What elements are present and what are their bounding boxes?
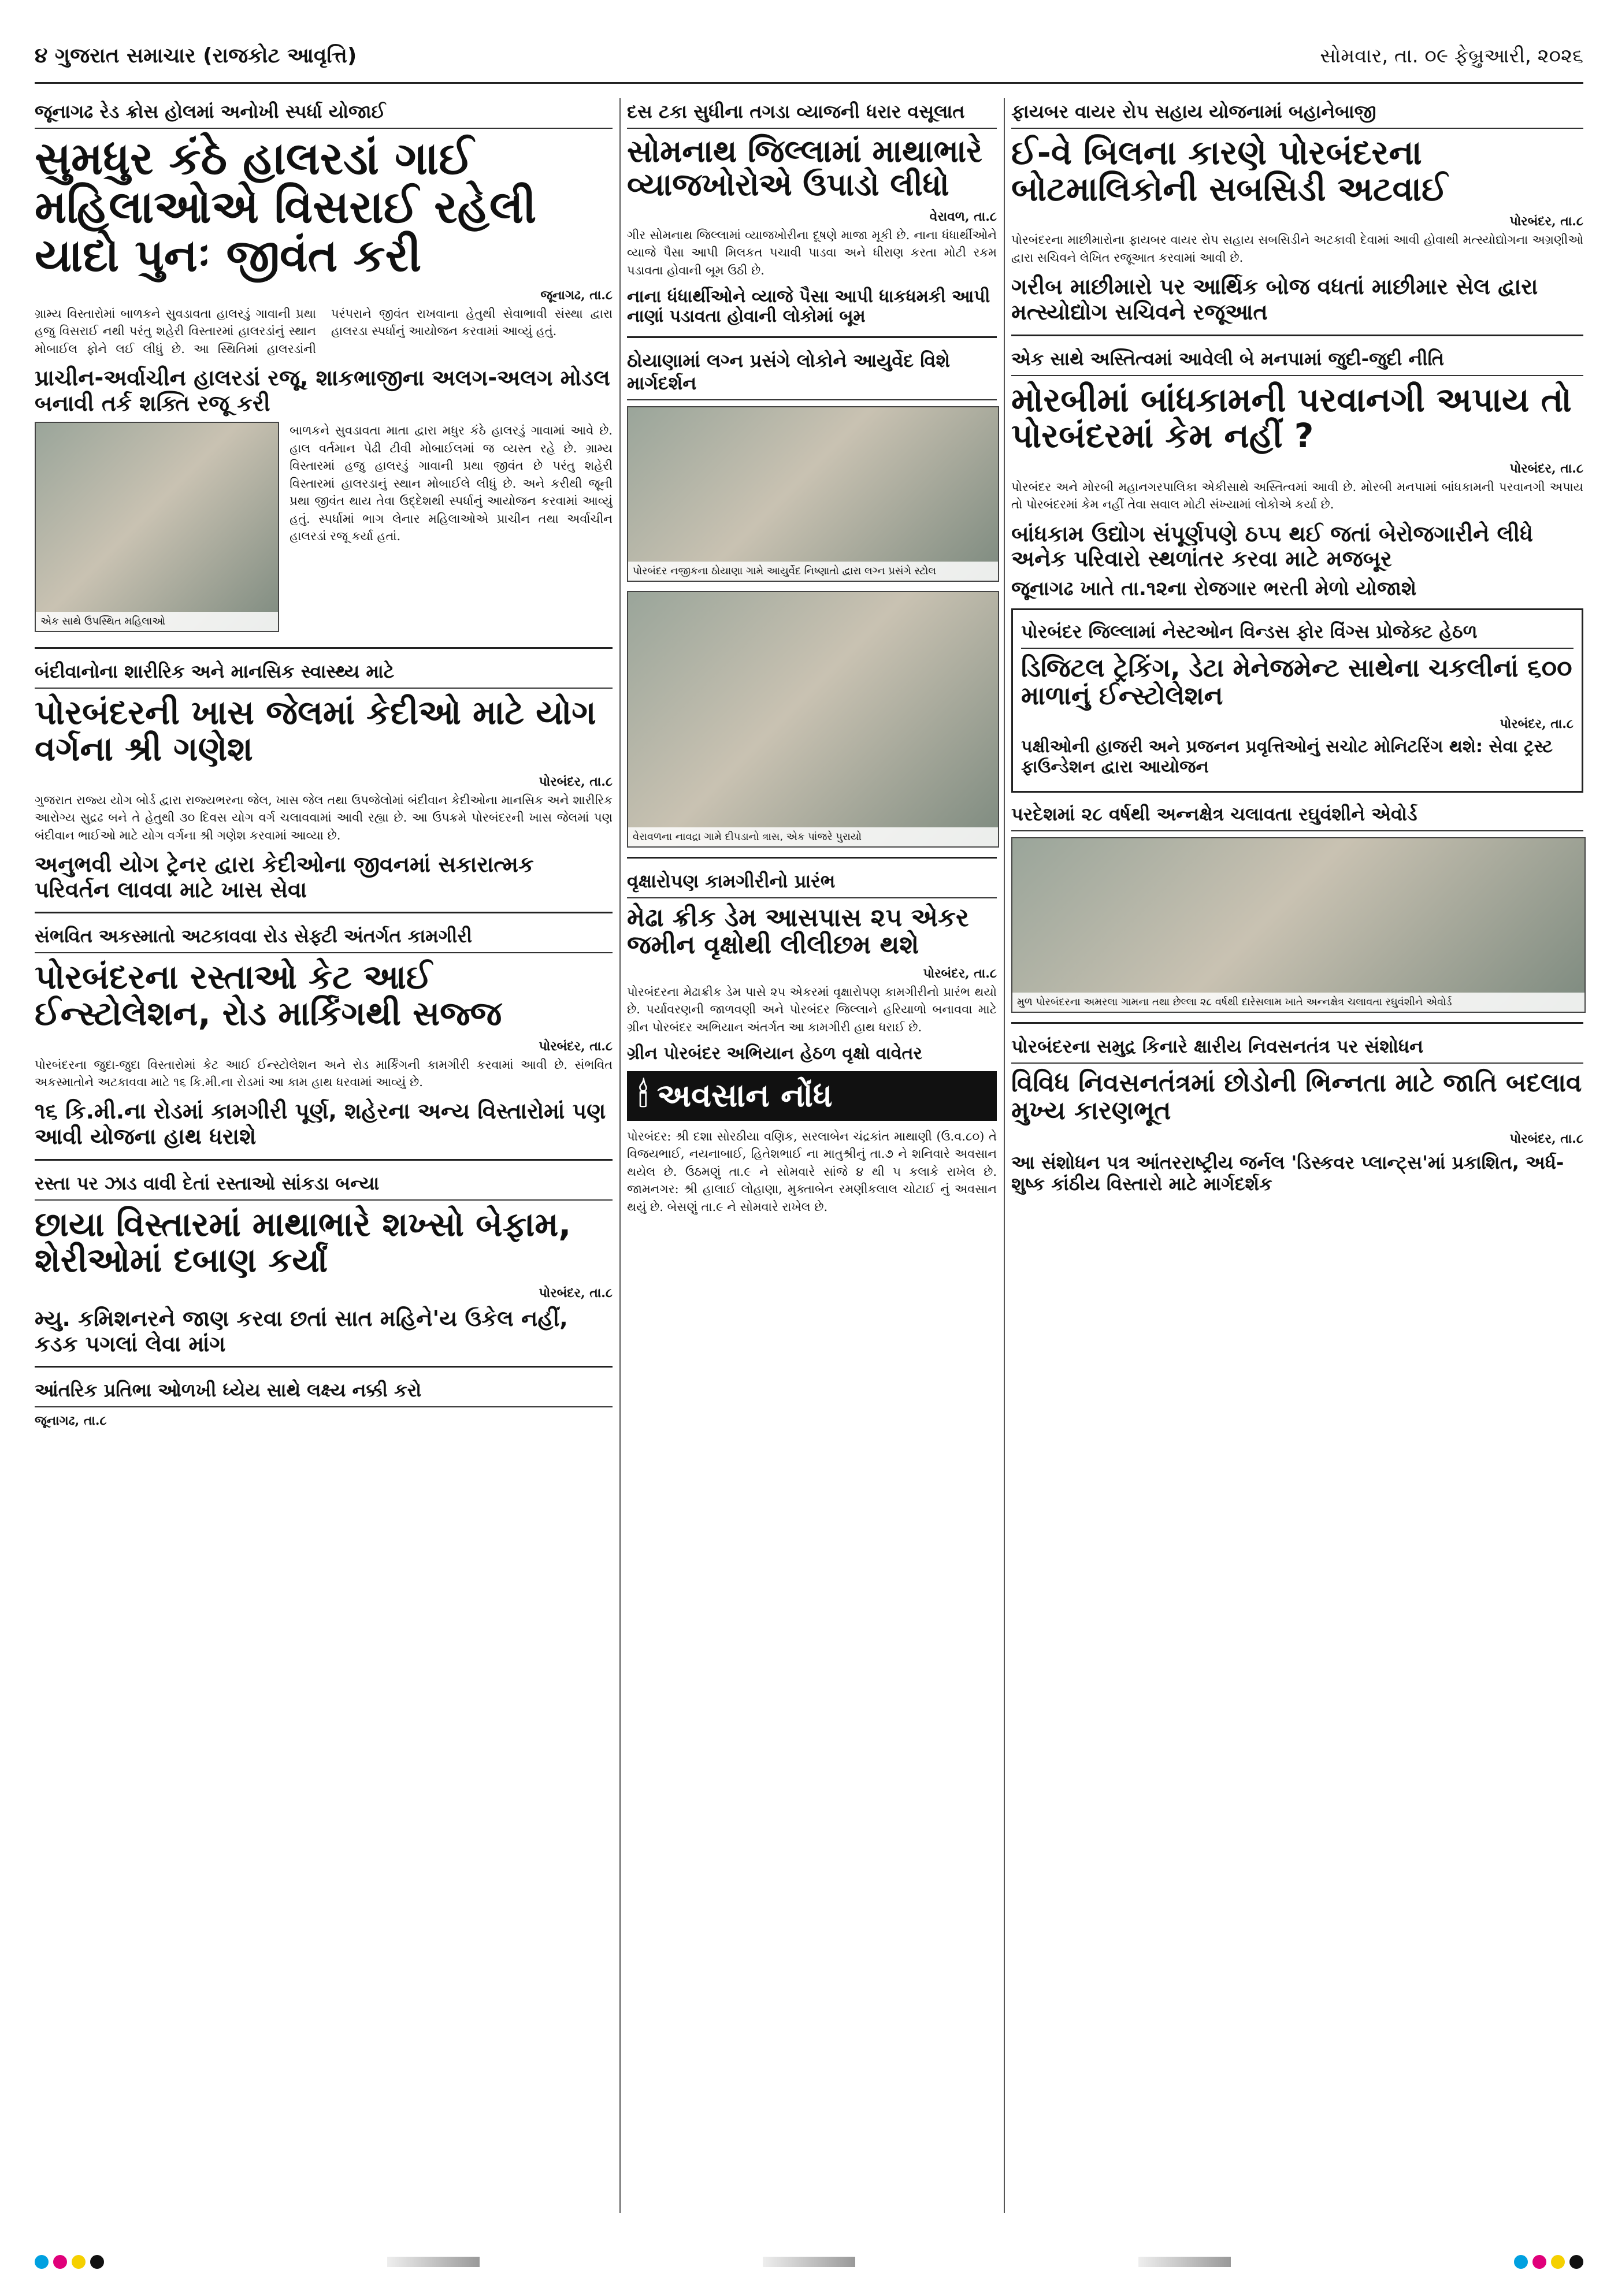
dateline: વેરાવળ, તા.૮ <box>929 209 997 224</box>
kicker: પરદેશમાં ૨૮ વર્ષથી અન્નક્ષેત્ર ચલાવતા રઘુવંશીને એવોર્ડ <box>1011 801 1583 831</box>
dateline: પોરબંદર, તા.૮ <box>923 965 997 981</box>
yellow-dot-icon <box>72 2255 86 2269</box>
headline: પોરબંદરના રસ્તાઓ કેટ આઈ ઈન્સ્ટોલેશન, રોડ માર્કિંગથી સજ્જ <box>35 957 502 1033</box>
subheadline: ૧૬ કિ.મી.ના રોડમાં કામગીરી પૂર્ણ, શહેરના અન્ય વિસ્તારોમાં પણ આવી યોજના હાથ ધરાશે <box>35 1098 606 1150</box>
divider <box>1011 1022 1583 1024</box>
kicker: ઠોયાણામાં લગ્ન પ્રસંગે લોકોને આયુર્વેદ વિશે માર્ગદર્શન <box>627 347 997 400</box>
headline: છાયા વિસ્તારમાં માથાભારે શખ્સો બેફામ, શેરીઓમાં દબાણ કર્યાં <box>35 1204 572 1280</box>
print-registration-strip <box>35 2253 1583 2271</box>
obituary-body: પોરબંદર: શ્રી દશા સોરઠીયા વણિક, સરલાબેન ચંદ્રકાંત માથાણી (ઉ.વ.૮૦) તે વિજયભાઈ, નયનાબાઈ, હિતેશભાઈ ના માતુશ્રીનું તા.૭ ને શનિવારે અવસાન થયેલ છે. ઉઠમણું તા.૯ ને સોમવારે સાંજે ૪ થી ૫ કલાકે રાખેલ છે. જામનગર: શ્રી હાલાઈ લોહાણા, મુક્તાબેન રમણીકલાલ ચોટાઈ નું અવસાન થયું છે. બેસણું તા.૯ ને સોમવારે રાખેલ છે. <box>627 1129 997 1214</box>
subheadline: આ સંશોધન પત્ર આંતરરાષ્ટ્રીય જર્નલ 'ડિસ્કવર પ્લાન્ટ્સ'માં પ્રકાશિત, અર્ધ-શુષ્ક કાંઠીય વિસ્તારો માટે માર્ગદર્શક <box>1011 1151 1564 1195</box>
headline: મેઢા ક્રીક ડેમ આસપાસ ૨૫ એકર જમીન વૃક્ષોથી લીલીછમ થશે <box>627 902 969 960</box>
headline: વિવિધ નિવસનતંત્રમાં છોડોની ભિન્નતા માટે જાતિ બદલાવ મુખ્ય કારણભૂત <box>1011 1068 1582 1125</box>
article-body: પોરબંદરના માછીમારોના ફાયબર વાયર રોપ સહાય સબસિડીને અટકાવી દેવામાં આવી હોવાથી મત્સ્યોદ્યોગના અગ્રણીઓ દ્વારા સચિવને લેખિત રજૂઆત કરવામાં આવી છે. <box>1011 233 1583 265</box>
photo <box>35 422 279 632</box>
magenta-dot-icon <box>53 2255 67 2269</box>
article-body: પોરબંદર અને મોરબી મહાનગરપાલિકા એકીસાથે અસ્તિત્વમાં આવી છે. મોરબી મનપામાં બાંધકામની પરવાનગી અપાય તો પોરબંદરમાં કેમ નહીં તેવા સવાલ મોટી સંખ્યામાં લોકોએ કર્યા છે. <box>1011 480 1583 512</box>
subheadline: જૂનાગઢ ખાતે તા.૧૨ના રોજગાર ભરતી મેળો યોજાશે <box>1011 577 1417 600</box>
subheadline: ગરીબ માછીમારો પર આર્થિક બોજ વધતાં માછીમાર સેલ દ્વારા મત્સ્યોદ્યોગ સચિવને રજૂઆત <box>1011 274 1538 325</box>
column-left <box>35 98 613 1431</box>
headline: સુમધુર કંઠે હાલરડાં ગાઈ મહિલાઓએ વિસરાઈ રહેલી યાદો પુનઃ જીવંત કરી <box>35 133 537 283</box>
kicker: રસ્તા પર ઝાડ વાવી દેતાં રસ્તાઓ સાંકડા બન્યા <box>35 1170 613 1201</box>
dateline: જૂનાગઢ, તા.૮ <box>540 287 613 303</box>
black-dot-icon <box>90 2255 104 2269</box>
article-body: પોરબંદરના જુદા-જુદા વિસ્તારોમાં કેટ આઈ ઈન્સ્ટોલેશન અને રોડ માર્કિંગની કામગીરી કરવામાં આવી છે. સંભવિત અકસ્માતોને અટકાવવા માટે ૧૬ કિ.મી.ના રોડમાં આ કામ હાથ ધરવામાં આવ્યું છે. <box>35 1057 613 1090</box>
divider <box>1011 335 1583 336</box>
divider <box>35 1159 613 1161</box>
kicker: એક સાથે અસ્તિત્વમાં આવેલી બે મનપામાં જુદી-જુદી નીતિ <box>1011 345 1583 376</box>
headline: ઈ-વે બિલના કારણે પોરબંદરના બોટમાલિકોની સબસિડી અટવાઈ <box>1011 133 1448 209</box>
photo <box>627 591 999 848</box>
column-middle <box>627 98 997 1575</box>
candle-icon: 🕯 <box>639 1076 648 1114</box>
tone-bar <box>1138 2257 1231 2267</box>
dateline: પોરબંદર, તા.૮ <box>539 1286 613 1301</box>
subheadline: મ્યુ. કમિશનરને જાણ કરવા છતાં સાત મહિને'ય ઉકેલ નહીં, કડક પગલાં લેવા માંગ <box>35 1306 568 1357</box>
dateline: પોરબંદર, તા.૮ <box>539 1038 613 1054</box>
dateline: પોરબંદર, તા.૮ <box>539 774 613 789</box>
column-rule <box>619 98 621 2213</box>
subheadline: પ્રાચીન-અર્વાચીન હાલરડાં રજૂ, શાકભાજીના અલગ-અલગ મોડલ બનાવી તર્ક શક્તિ રજૂ કરી <box>35 365 610 416</box>
tone-bar <box>763 2257 855 2267</box>
dateline: પોરબંદર, તા.૮ <box>1509 214 1583 229</box>
yellow-dot-icon <box>1551 2255 1565 2269</box>
photo-caption: મુળ પોરબંદરના અમરલા ગામના તથા છેલ્લા ૨૮ વર્ષથી દારેસલામ ખાતે અન્નક્ષેત્ર ચલાવતા રઘુવંશીને એવોર્ડ <box>1012 993 1584 1012</box>
boxed-story <box>1011 608 1583 793</box>
divider <box>35 912 613 913</box>
column-rule <box>1004 98 1005 2213</box>
headline: ડિજિટલ ટ્રેકિંગ, ડેટા મેનેજમેન્ટ સાથેના ચકલીનાં ૬૦૦ માળાનું ઈન્સ્ટોલેશન <box>1021 653 1572 711</box>
kicker: પોરબંદરના સમુદ્ર કિનારે ક્ષારીય નિવસનતંત્ર પર સંશોધન <box>1011 1033 1583 1064</box>
subheadline: ગ્રીન પોરબંદર અભિયાન હેઠળ વૃક્ષો વાવેતર <box>627 1043 922 1064</box>
headline: પોરબંદરની ખાસ જેલમાં કેદીઓ માટે યોગ વર્ગના શ્રી ગણેશ <box>35 693 596 769</box>
kicker: દસ ટકા સુધીના તગડા વ્યાજની ધરાર વસૂલાત <box>627 98 997 129</box>
divider <box>627 857 997 859</box>
kicker: વૃક્ષારોપણ કામગીરીનો પ્રારંભ <box>627 868 997 898</box>
divider <box>35 1366 613 1368</box>
subheadline: અનુભવી યોગ ટ્રેનર દ્વારા કેદીઓના જીવનમાં સકારાત્મક પરિવર્તન લાવવા માટે ખાસ સેવા <box>35 851 534 902</box>
photo <box>627 406 999 582</box>
dateline: પોરબંદર, તા.૮ <box>1509 460 1583 476</box>
masthead: ૪ ગુજરાત સમાચાર (રાજકોટ આવૃત્તિ) <box>35 44 357 68</box>
article-body: ગીર સોમનાથ જિલ્લામાં વ્યાજખોરીના દૂષણે માજા મૂકી છે. નાના ધંધાર્થીઓને વ્યાજે પૈસા આપી મિલકત પચાવી પાડવા અને ધીરાણ કરતા મોટી રકમ પડાવતા હોવાની બૂમ ઉઠી છે. <box>627 228 997 277</box>
article-body: પોરબંદરના મેઢાક્રીક ડેમ પાસે ૨૫ એકરમાં વૃક્ષારોપણ કામગીરીનો પ્રારંભ થયો છે. પર્યાવરણની જાળવણી અને પોરબંદર જિલ્લાને હરિયાળો બનાવવા માટે ગ્રીન પોરબંદર અભિયાન અંતર્ગત આ કામગીરી હાથ ધરાઈ છે. <box>627 984 997 1034</box>
masthead-bar <box>35 30 1583 84</box>
dateline: જૂનાગઢ, તા.૮ <box>35 1413 107 1429</box>
photo-caption: વેરાવળના નાવદ્રા ગામે દીપડાનો ત્રાસ, એક પાંજરે પુરાયો <box>628 827 998 846</box>
subheadline: નાના ધંધાર્થીઓને વ્યાજે પૈસા આપી ધાકધમકી આપી નાણાં પડાવતા હોવાની લોકોમાં બૂમ <box>627 286 990 327</box>
divider <box>35 647 613 649</box>
article-body: બાળકને સુવડાવતા માતા દ્વારા મધુર કંઠે હાલરડું ગાવામાં આવે છે. હાલ વર્તમાન પેઢી ટીવી મોબાઈલમાં જ વ્યસ્ત રહે છે. ગ્રામ્ય વિસ્તારમાં હજુ હાલરડું ગાવાની પ્રથા જીવંત છે પરંતુ શહેરી વિસ્તારમાં હાલરડાનું સ્થાન મોબાઈલે લીધું છે. અને કરીથી જૂની પ્રથા જીવંત થાય તેવા ઉદ્દેશથી સ્પર્ધાનું આયોજન કરવામાં આવ્યું હતું. સ્પર્ધામાં ભાગ લેનાર મહિલાઓએ પ્રાચીન તથા અર્વાચીન હાલરડાં રજૂ કર્યા હતાં. <box>290 423 613 544</box>
black-dot-icon <box>1569 2255 1583 2269</box>
kicker: સંભવિત અકસ્માતો અટકાવવા રોડ સેફ્ટી અંતર્ગત કામગીરી <box>35 923 613 953</box>
dateline: પોરબંદર, તા.૮ <box>1500 716 1574 732</box>
photo <box>1011 837 1586 1013</box>
kicker: જૂનાગઢ રેડ ક્રોસ હોલમાં અનોખી સ્પર્ધા યોજાઈ <box>35 98 613 129</box>
photo-caption: પોરબંદર નજીકના ઠોયાણા ગામે આયુર્વેદ નિષ્ણાતો દ્વારા લગ્ન પ્રસંગે સ્ટોલ <box>628 562 998 581</box>
kicker: ફાયબર વાયર રોપ સહાય યોજનામાં બહાનેબાજી <box>1011 98 1583 129</box>
obituary-title: અવસાન નોંધ <box>656 1076 833 1114</box>
column-right <box>1011 98 1583 1201</box>
subheadline: બાંધકામ ઉદ્યોગ સંપૂર્ણપણે ઠપ્પ થઈ જતાં બેરોજગારીને લીધે અનેક પરિવારો સ્થળાંતર કરવા માટે મજબૂર <box>1011 521 1533 572</box>
article-body: ગુજરાત રાજ્ય યોગ બોર્ડ દ્વારા રાજ્યભરના જેલ, ખાસ જેલ તથા ઉપજેલોમાં બંદીવાન કેદીઓના માનસિક અને શારીરિક આરોગ્ય સુદ્રઢ બને તે હેતુથી ૩૦ દિવસ યોગ વર્ગ ચલાવવામાં આવી રહ્યા છે. આ ઉપક્રમે પોરબંદરની ખાસ જેલમાં પણ બંદીવાન ભાઈઓ માટે યોગ વર્ગના શ્રી ગણેશ કરવામાં આવ્યા છે. <box>35 793 613 842</box>
headline: મોરબીમાં બાંધકામની પરવાનગી અપાય તો પોરબંદરમાં કેમ નહીં ? <box>1011 380 1572 456</box>
article-body: ગ્રામ્ય વિસ્તારોમાં બાળકને સુવડાવતા હાલરડું ગાવાની પ્રથા હજુ વિસરાઈ નથી પરંતુ શહેરી વિસ્તારમાં હાલરડાંનું સ્થાન મોબાઈલ ફોને લઈ લીધું છે. આ સ્થિતિમાં હાલરડાંની પરંપરાને જીવંત રાખવાના હેતુથી સેવાભાવી સંસ્થા દ્વારા હાલરડા સ્પર્ધાનું આયોજન કરવામાં આવ્યું હતું. <box>35 306 613 356</box>
divider <box>627 336 997 338</box>
cyan-dot-icon <box>35 2255 49 2269</box>
tone-bar <box>387 2257 480 2267</box>
kicker: પોરબંદર જિલ્લામાં નેસ્ટઓન વિન્ડસ ફોર વિંગ્સ પ્રોજેક્ટ હેઠળ <box>1021 618 1574 649</box>
obituary-header <box>627 1071 997 1121</box>
dateline: પોરબંદર, તા.૮ <box>1509 1131 1583 1147</box>
issue-date: સોમવાર, તા. ૦૯ ફેબ્રુઆરી, ૨૦૨૬ <box>1320 44 1583 68</box>
headline: સોમનાથ જિલ્લામાં માથાભારે વ્યાજખોરોએ ઉપાડો લીધો <box>627 133 982 203</box>
subheadline: પક્ષીઓની હાજરી અને પ્રજનન પ્રવૃત્તિઓનું સચોટ મોનિટરિંગ થશે: સેવા ટ્રસ્ટ ફાઉન્ડેશન દ્વારા આયોજન <box>1021 737 1553 777</box>
cyan-dot-icon <box>1514 2255 1528 2269</box>
photo-caption: એક સાથે ઉપસ્થિત મહિલાઓ <box>36 612 278 631</box>
kicker: આંતરિક પ્રતિભા ઓળખી ધ્યેય સાથે લક્ષ્ય નક્કી કરો <box>35 1377 613 1407</box>
magenta-dot-icon <box>1532 2255 1546 2269</box>
kicker: બંદીવાનોના શારીરિક અને માનસિક સ્વાસ્થ્ય માટે <box>35 658 613 689</box>
registration-dots <box>35 2255 104 2269</box>
registration-dots <box>1514 2255 1583 2269</box>
